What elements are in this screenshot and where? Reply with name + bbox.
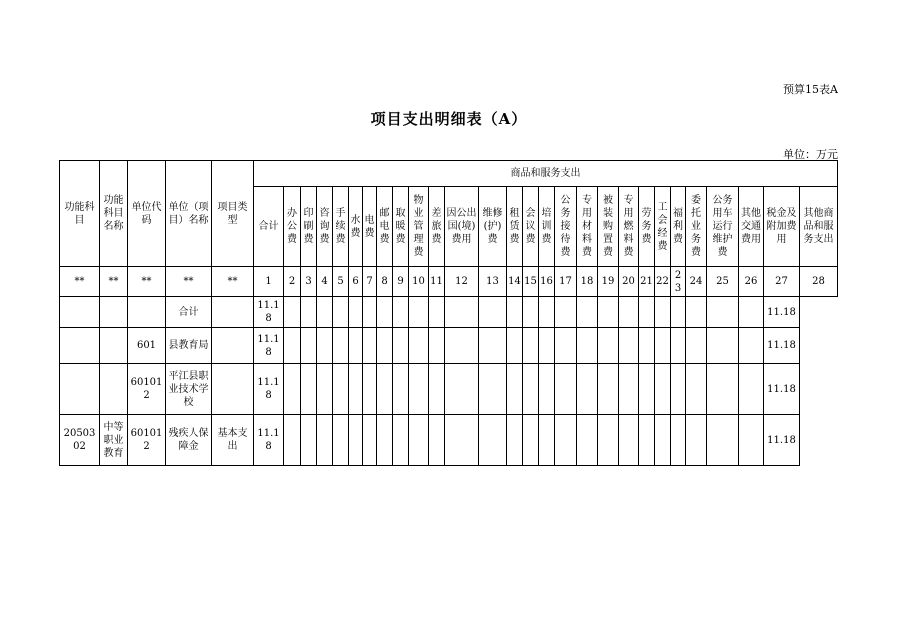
index-num: 10 (409, 267, 429, 297)
index-num: 22 (655, 267, 671, 297)
index-num: 21 (639, 267, 655, 297)
cell-func-name (100, 364, 128, 415)
index-num: 12 (445, 267, 479, 297)
index-num: 17 (555, 267, 577, 297)
header-col: 税金及附加费用 (764, 187, 800, 267)
cell-total: 11.18 (254, 364, 284, 415)
header-col: 维修(护)费 (479, 187, 507, 267)
index-num: 15 (523, 267, 539, 297)
header-col: 差旅费 (429, 187, 445, 267)
index-num: 20 (619, 267, 639, 297)
index-num: 6 (349, 267, 363, 297)
index-num: 27 (764, 267, 800, 297)
cell-unit-name: 县教育局 (166, 328, 212, 364)
cell-func-code (60, 328, 100, 364)
header-col: 因公出国(境)费用 (445, 187, 479, 267)
index-num: 11 (429, 267, 445, 297)
header-col: 咨询费 (317, 187, 333, 267)
index-num: 26 (739, 267, 764, 297)
header-func-code: 功能科目 (60, 161, 100, 267)
header-row-1 (60, 161, 838, 187)
cell-project-type (212, 328, 254, 364)
header-col: 物业管理费 (409, 187, 429, 267)
index-num: 18 (577, 267, 598, 297)
header-unit-code: 单位代码 (128, 161, 166, 267)
header-col: 印刷费 (301, 187, 317, 267)
header-col: 其他交通费用 (739, 187, 764, 267)
cell-total: 11.18 (254, 328, 284, 364)
cell-func-code: 2050302 (60, 415, 100, 466)
header-group: 商品和服务支出 (254, 161, 838, 187)
page-title: 项目支出明细表（A） (370, 110, 528, 128)
cell-other-expense: 11.18 (764, 415, 800, 466)
header-col: 培训费 (539, 187, 555, 267)
cell-total: 11.18 (254, 415, 284, 466)
index-num: 28 (800, 267, 838, 297)
index-stars: ** (100, 267, 128, 297)
cell-unit-code: 601012 (128, 415, 166, 466)
cell-func-name (100, 328, 128, 364)
header-col: 邮电费 (377, 187, 393, 267)
index-row (60, 267, 838, 297)
cell-other-expense: 11.18 (764, 297, 800, 328)
index-num: 24 (686, 267, 707, 297)
cell-unit-name: 平江县职业技术学校 (166, 364, 212, 415)
table-row (60, 328, 838, 364)
header-col: 手续费 (333, 187, 349, 267)
cell-other-expense: 11.18 (764, 328, 800, 364)
cell-unit-code (128, 297, 166, 328)
cell-func-code (60, 364, 100, 415)
index-stars: ** (128, 267, 166, 297)
cell-unit-name: 残疾人保障金 (166, 415, 212, 466)
header-col: 专用材料费 (577, 187, 598, 267)
index-num: 25 (707, 267, 739, 297)
form-number: 预算15表A (783, 83, 838, 96)
header-col: 工会经费 (655, 187, 671, 267)
index-num: 7 (363, 267, 377, 297)
index-num: 14 (507, 267, 523, 297)
cell-project-type (212, 297, 254, 328)
header-col: 公务接待费 (555, 187, 577, 267)
index-num: 16 (539, 267, 555, 297)
cell-project-type: 基本支出 (212, 415, 254, 466)
cell-func-name (100, 297, 128, 328)
index-num: 3 (301, 267, 317, 297)
cell-project-type (212, 364, 254, 415)
header-col: 专用燃料费 (619, 187, 639, 267)
header-col: 公务用车运行维护费 (707, 187, 739, 267)
index-num: 1 (254, 267, 284, 297)
cell-unit-name: 合计 (166, 297, 212, 328)
index-stars: ** (166, 267, 212, 297)
cell-total: 11.18 (254, 297, 284, 328)
table-row (60, 297, 838, 328)
header-col: 会议费 (523, 187, 539, 267)
header-col: 水费 (349, 187, 363, 267)
index-num: 19 (598, 267, 619, 297)
cell-func-name: 中等职业教育 (100, 415, 128, 466)
unit-label: 单位：万元 (783, 148, 838, 161)
cell-func-code (60, 297, 100, 328)
index-stars: ** (212, 267, 254, 297)
header-col: 取暖费 (393, 187, 409, 267)
index-num: 13 (479, 267, 507, 297)
header-unit-name: 单位（项目）名称 (166, 161, 212, 267)
header-col: 电费 (363, 187, 377, 267)
index-num: 2 (284, 267, 301, 297)
header-col: 福利费 (671, 187, 686, 267)
index-stars: ** (60, 267, 100, 297)
header-col: 其他商品和服务支出 (800, 187, 838, 267)
cell-unit-code: 601012 (128, 364, 166, 415)
header-col: 被装购置费 (598, 187, 619, 267)
header-func-name: 功能科目名称 (100, 161, 128, 267)
index-num: 4 (317, 267, 333, 297)
index-num: 23 (671, 267, 686, 297)
index-num: 5 (333, 267, 349, 297)
table-row (60, 364, 838, 415)
header-project-type: 项目类型 (212, 161, 254, 267)
header-col: 租赁费 (507, 187, 523, 267)
index-num: 8 (377, 267, 393, 297)
header-col: 劳务费 (639, 187, 655, 267)
header-col: 委托业务费 (686, 187, 707, 267)
cell-unit-code: 601 (128, 328, 166, 364)
index-num: 9 (393, 267, 409, 297)
expenditure-table (59, 160, 838, 466)
table-row (60, 415, 838, 466)
header-col: 办公费 (284, 187, 301, 267)
header-col: 合计 (254, 187, 284, 267)
cell-other-expense: 11.18 (764, 364, 800, 415)
